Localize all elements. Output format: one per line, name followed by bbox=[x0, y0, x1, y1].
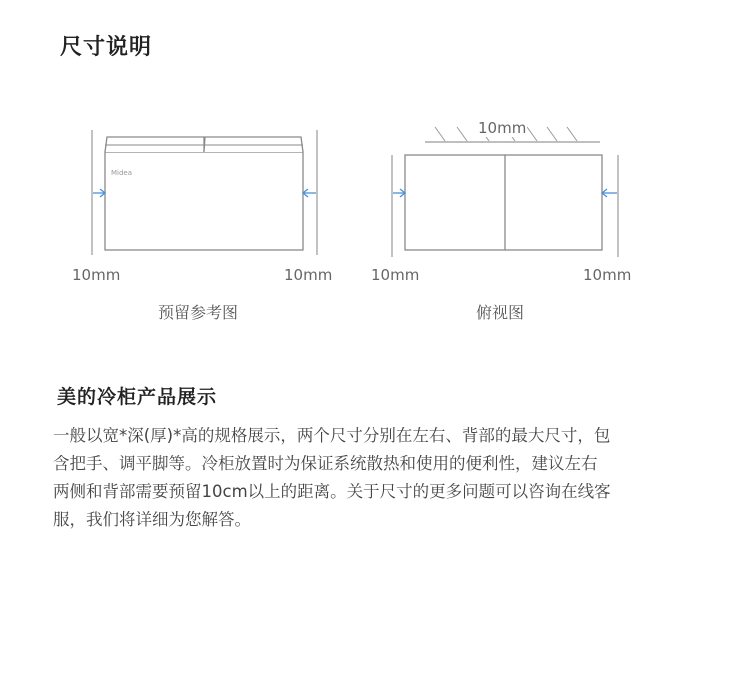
front-right-label: 10mm bbox=[284, 266, 333, 284]
description-line: 一般以宽*深(厚)*高的规格展示，两个尺寸分别在左右、背部的最大尺寸，包 bbox=[53, 426, 611, 445]
right-arrow-icon bbox=[303, 189, 316, 197]
top-view-left-label: 10mm bbox=[371, 266, 420, 284]
freezer-top bbox=[405, 155, 602, 250]
front-left-label: 10mm bbox=[72, 266, 121, 284]
description-line: 含把手、调平脚等。冷柜放置时为保证系统散热和使用的便利性，建议左右 bbox=[53, 454, 598, 473]
product-title: 美的冷柜产品展示 bbox=[57, 386, 218, 408]
right-arrow-icon bbox=[602, 189, 617, 197]
front-view-diagram bbox=[85, 125, 325, 260]
front-view-caption: 预留参考图 bbox=[158, 303, 239, 322]
description-paragraph bbox=[53, 422, 693, 534]
left-arrow-icon bbox=[393, 189, 405, 197]
freezer-body bbox=[105, 152, 303, 250]
top-view-top-label: 10mm bbox=[478, 119, 527, 137]
top-view-right-label: 10mm bbox=[583, 266, 632, 284]
description-line: 两侧和背部需要预留10cm以上的距离。关于尺寸的更多问题可以咨询在线客 bbox=[53, 482, 611, 501]
description-line: 服，我们将详细为您解答。 bbox=[53, 510, 251, 529]
left-arrow-icon bbox=[93, 189, 105, 197]
brand-logo: Midea bbox=[111, 169, 133, 177]
top-view-caption: 俯视图 bbox=[476, 303, 525, 322]
section-title: 尺寸说明 bbox=[60, 35, 153, 60]
